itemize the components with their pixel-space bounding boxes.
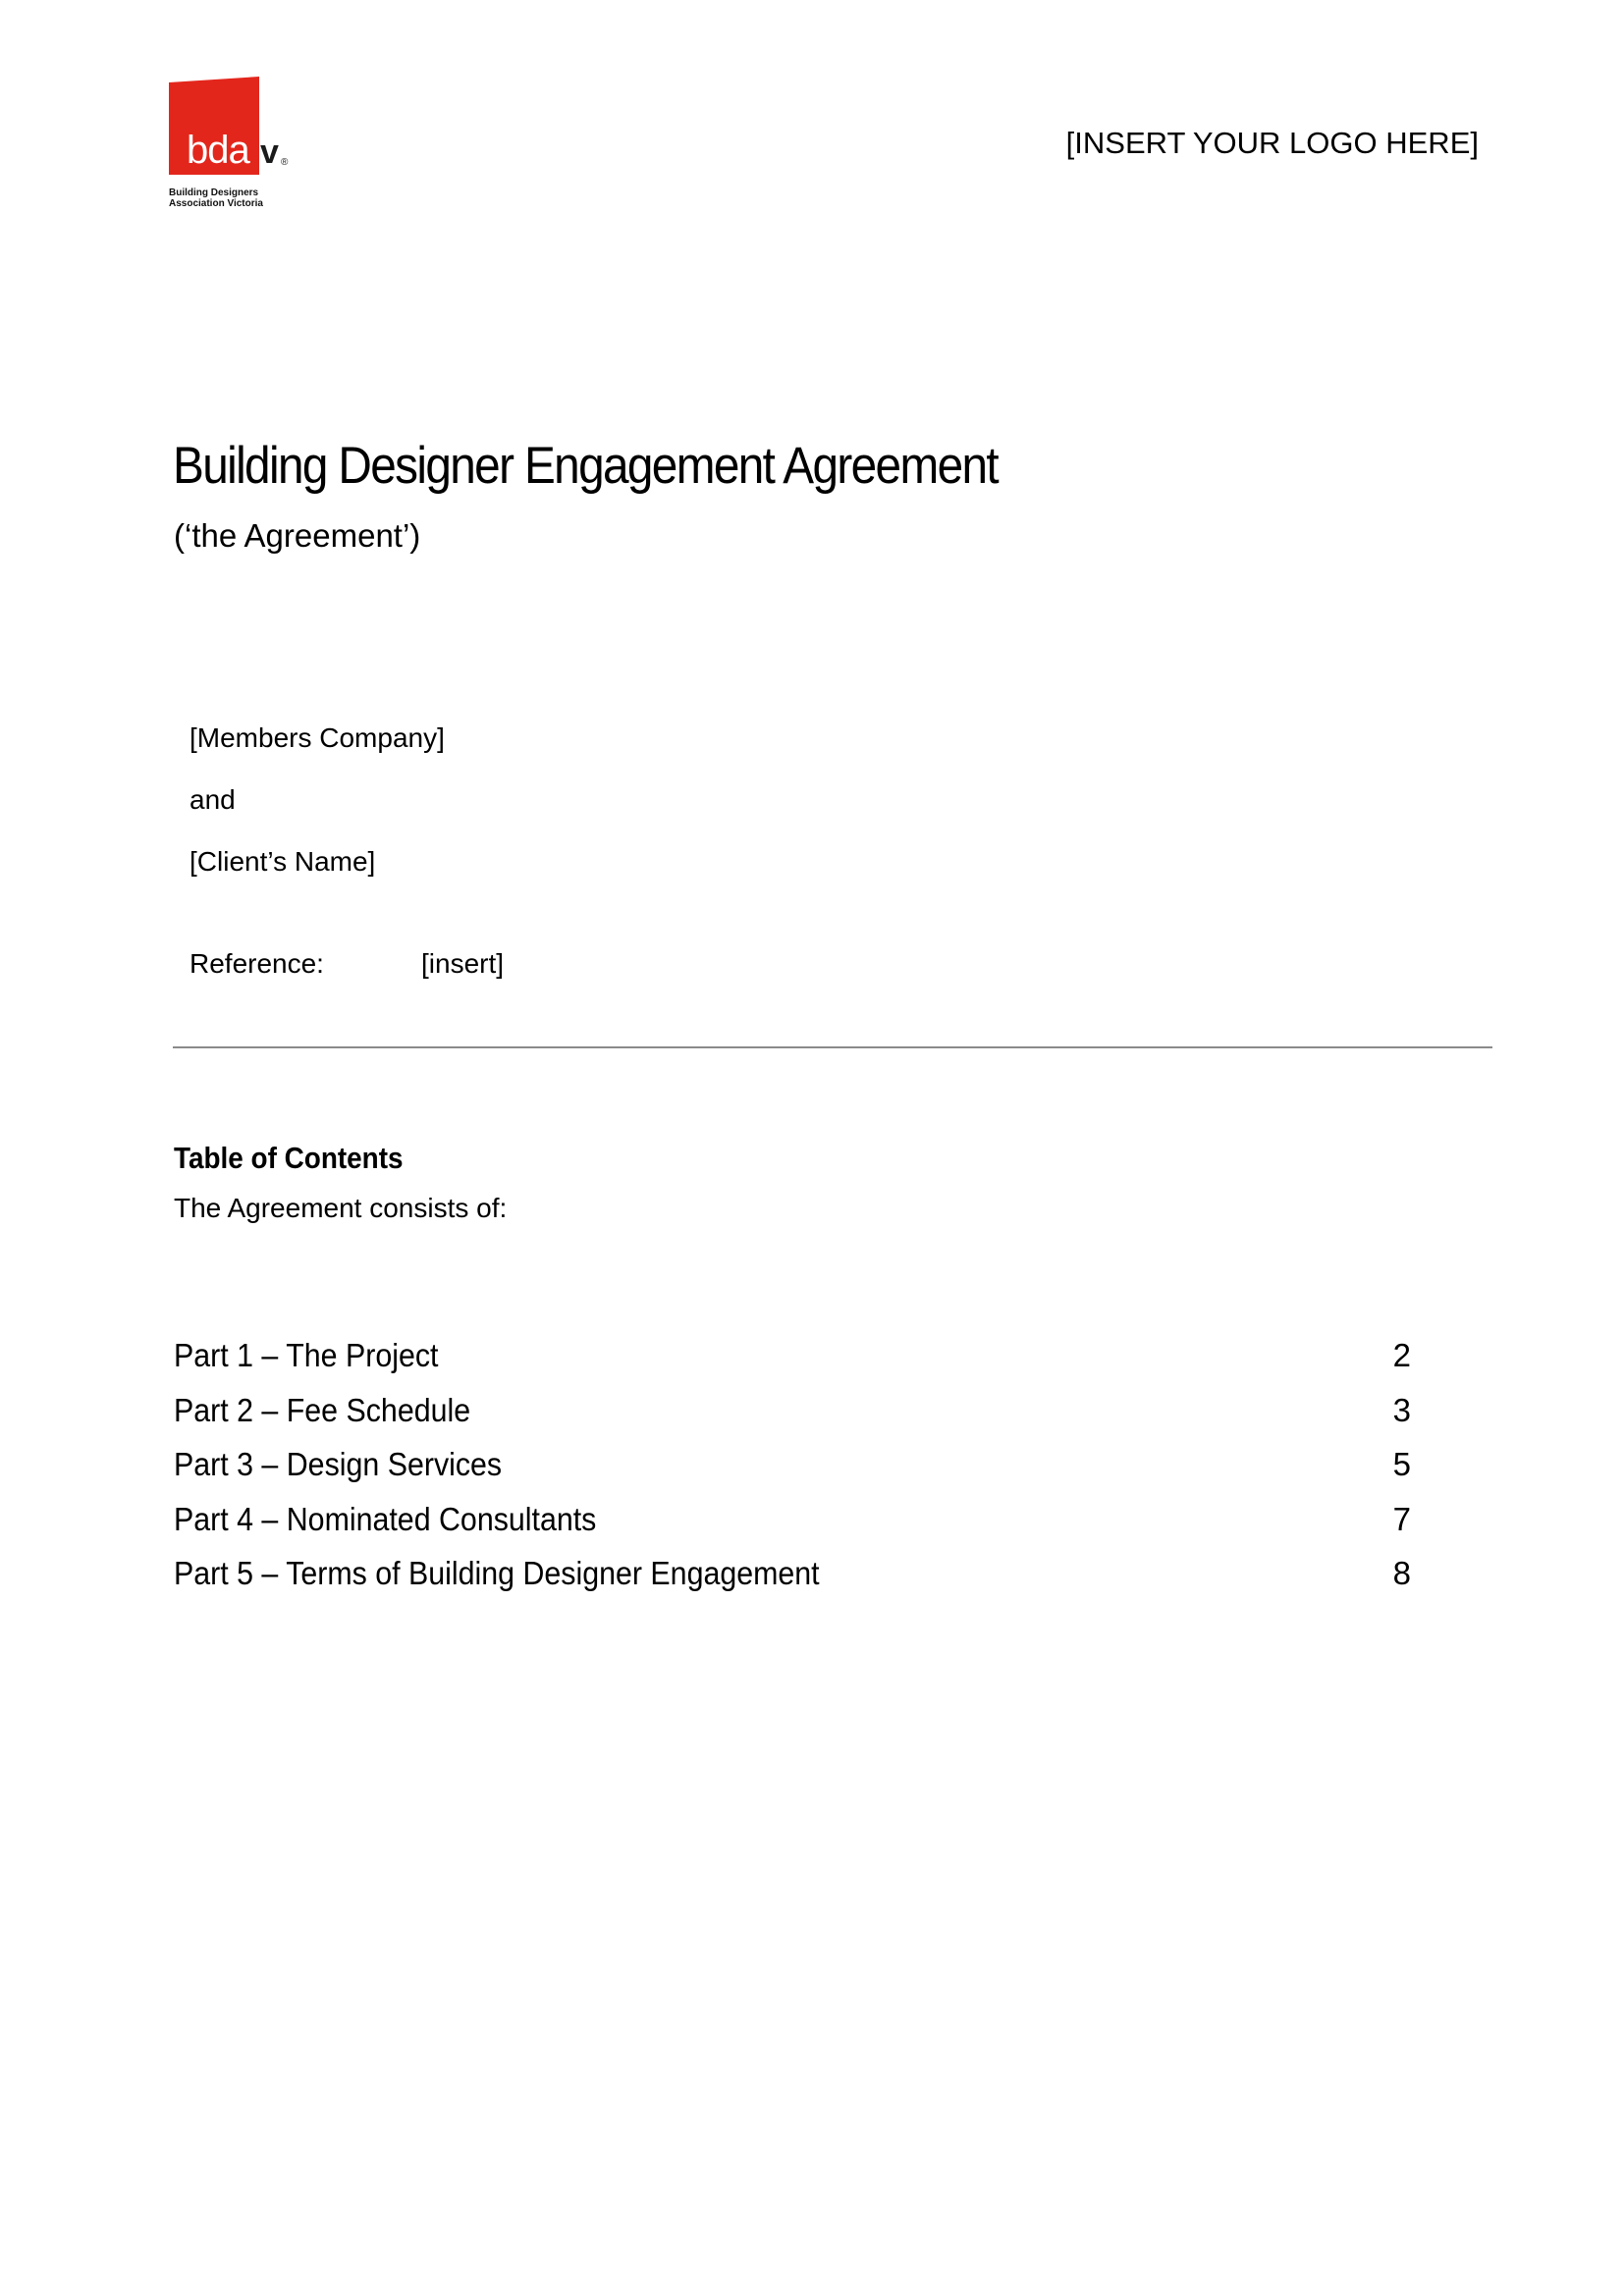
reference-label: Reference: xyxy=(189,948,324,979)
document-subtitle: (‘the Agreement’) xyxy=(174,517,421,554)
registered-mark: ® xyxy=(281,157,289,168)
logo-wordmark: bda xyxy=(187,129,249,172)
logo-placeholder: [INSERT YOUR LOGO HERE] xyxy=(1065,126,1479,160)
toc-entry-label: Part 3 – Design Services xyxy=(174,1446,503,1482)
logo-tagline-line1: Building Designers xyxy=(169,187,259,198)
toc-entry[interactable] xyxy=(174,1500,1411,1555)
toc-entry-page: 8 xyxy=(1392,1555,1411,1591)
toc-entry-page: 2 xyxy=(1392,1337,1411,1373)
toc-entry-label: Part 4 – Nominated Consultants xyxy=(174,1500,597,1537)
toc-entry-page: 3 xyxy=(1392,1391,1411,1428)
toc-intro: The Agreement consists of: xyxy=(174,1193,508,1223)
reference-row xyxy=(189,947,505,981)
bdav-logo xyxy=(169,77,297,214)
toc-entry[interactable] xyxy=(174,1391,1411,1446)
party-conjunction: and xyxy=(189,784,236,815)
party-client-name: [Client’s Name] xyxy=(189,846,376,877)
toc-list xyxy=(174,1336,1411,1609)
toc-entry-label: Part 5 – Terms of Building Designer Engagement xyxy=(174,1555,820,1591)
toc-entry-label: Part 1 – The Project xyxy=(174,1337,439,1373)
logo-tagline xyxy=(169,187,263,209)
section-divider xyxy=(173,1046,1492,1048)
toc-entry[interactable] xyxy=(174,1445,1411,1500)
logo-tagline-line2: Association Victoria xyxy=(169,198,263,209)
party-members-company: [Members Company] xyxy=(189,722,445,753)
reference-value: [insert] xyxy=(421,948,505,979)
toc-entry-page: 5 xyxy=(1392,1446,1411,1482)
toc-entry[interactable] xyxy=(174,1554,1411,1609)
bdav-logo-mark xyxy=(169,77,297,187)
toc-entry-page: 7 xyxy=(1392,1500,1411,1537)
document-title: Building Designer Engagement Agreement xyxy=(173,437,999,495)
logo-wordmark-v: v xyxy=(260,133,279,171)
toc-heading: Table of Contents xyxy=(174,1141,404,1175)
toc-entry-label: Part 2 – Fee Schedule xyxy=(174,1391,471,1428)
toc-entry[interactable] xyxy=(174,1336,1411,1391)
